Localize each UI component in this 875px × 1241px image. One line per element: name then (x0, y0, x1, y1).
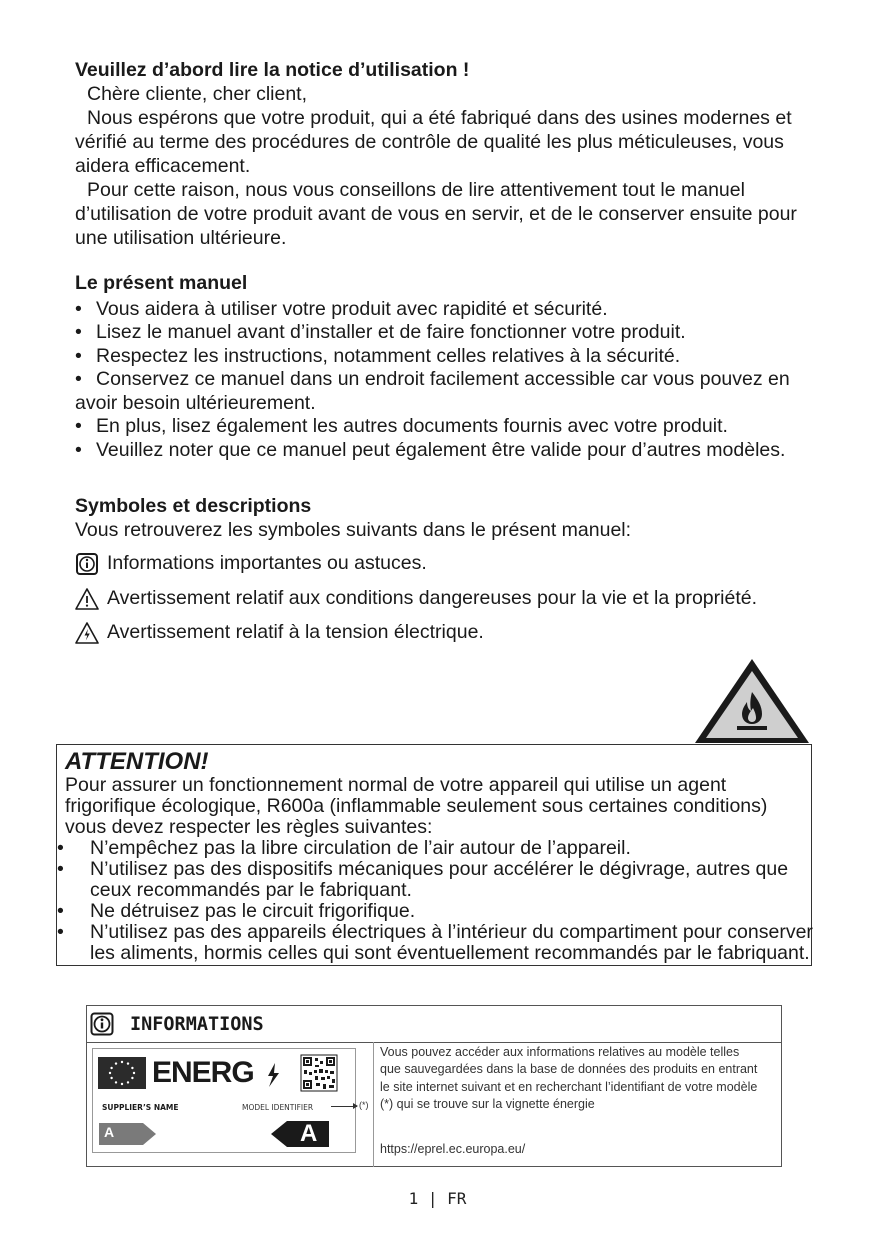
informations-text: Vous pouvez accéder aux informations relatives au modèle telles que sauvegardées dans la base de données des produits en entrant le site internet suivant et en recherchant l’identifiant de votre modèle (*) qui se trouve sur la vignette énergie (380, 1045, 758, 1112)
list-item: • N’empêchez pas la libre circulation de l’air autour de l’appareil. (57, 837, 631, 859)
symbols-section (75, 495, 820, 644)
eprel-link[interactable]: https://eprel.ec.europa.eu/ (380, 1142, 526, 1156)
electric-warning-icon (75, 621, 99, 645)
attention-box (56, 744, 812, 966)
page-footer (0, 1189, 875, 1208)
model-pointer-arrow (353, 1103, 358, 1109)
list-item: • Respectez les instructions, notamment celles relatives à la sécurité. (75, 344, 681, 367)
intro-section (75, 58, 820, 250)
info-icon (75, 552, 99, 576)
intro-heading: Veuillez d’abord lire la notice d’utilisation ! (75, 59, 470, 81)
symbol-text: Avertissement relatif aux conditions dangereuses pour la vie et la propriété. (107, 587, 758, 610)
symbols-heading: Symboles et descriptions (75, 495, 312, 517)
symbol-text: Avertissement relatif à la tension électrique. (107, 621, 484, 644)
list-item: • N’utilisez pas des dispositifs mécaniques pour accélérer le dégivrage, autres que ceux recommandés par le fabriquant. (57, 858, 789, 901)
manual-heading: Le présent manuel (75, 272, 248, 294)
informations-header (87, 1006, 781, 1043)
attention-title: ATTENTION! (65, 748, 209, 775)
manual-section (75, 272, 820, 462)
energy-class-right: A (300, 1120, 318, 1147)
page-number: 1 (408, 1189, 419, 1208)
energy-bolt-icon (268, 1063, 279, 1087)
manual-list (75, 298, 820, 463)
energy-label-model: MODEL IDENTIFIER (242, 1103, 314, 1112)
intro-paragraph-2: Nous espérons que votre produit, qui a été fabriqué dans des usines modernes et vérifié au terme des procédures de contrôle de qualité les plus méticuleuses, vous aidera efficacement. (75, 107, 792, 177)
symbol-row-info (75, 552, 427, 576)
attention-intro: Pour assurer un fonctionnement normal de votre appareil qui utilise un agent frigorifique écologique, R600a (inflammable seulement sous certaines conditions) vous devez respecter les règles suivantes: (65, 774, 768, 838)
list-item: • En plus, lisez également les autres documents fournis avec votre produit. (75, 415, 728, 437)
symbol-row-warning (75, 587, 757, 611)
info-icon (90, 1012, 114, 1036)
list-item: • N’utilisez pas des appareils électriques à l’intérieur du compartiment pour conserver les aliments, hormis celles qui sont éventuellement recommandés par le fabriquant. (57, 921, 813, 964)
warning-icon (75, 587, 99, 611)
list-item: • Veuillez noter que ce manuel peut également être valide pour d’autres modèles. (75, 438, 786, 461)
informations-divider (373, 1042, 374, 1167)
informations-box (86, 1005, 782, 1167)
symbol-text: Informations importantes ou astuces. (107, 552, 427, 575)
flammable-warning-icon (692, 656, 812, 746)
intro-paragraph-3: Pour cette raison, nous vous conseillons de lire attentivement tout le manuel d’utilisation de votre produit avant de vous en servir, et de le conserver ensuite pour une utilisation ultérieure. (75, 179, 797, 249)
informations-title: INFORMATIONS (130, 1014, 264, 1035)
symbol-row-electric (75, 621, 484, 645)
energy-label-supplier: SUPPLIER’S NAME (102, 1103, 179, 1112)
attention-list (57, 837, 813, 964)
list-item: • Vous aidera à utiliser votre produit avec rapidité et sécurité. (75, 297, 608, 320)
attention-body (57, 774, 813, 964)
model-marker: (*) (359, 1100, 369, 1110)
list-item: • Ne détruisez pas le circuit frigorifique. (57, 900, 416, 922)
symbols-intro: Vous retrouverez les symboles suivants dans le présent manuel: (75, 518, 632, 541)
page-language: FR (447, 1189, 467, 1208)
footer-separator: | (427, 1189, 438, 1208)
energy-label (92, 1048, 356, 1153)
energy-class-left: A (104, 1124, 115, 1140)
qr-code-icon (301, 1055, 337, 1091)
energy-label-word: ENERG (152, 1056, 254, 1089)
intro-paragraph-1: Chère cliente, cher client, (87, 83, 308, 105)
list-item: • Conservez ce manuel dans un endroit facilement accessible car vous pouvez en avoir besoin ultérieurement. (75, 368, 790, 414)
list-item: • Lisez le manuel avant d’installer et de faire fonctionner votre produit. (75, 321, 686, 343)
